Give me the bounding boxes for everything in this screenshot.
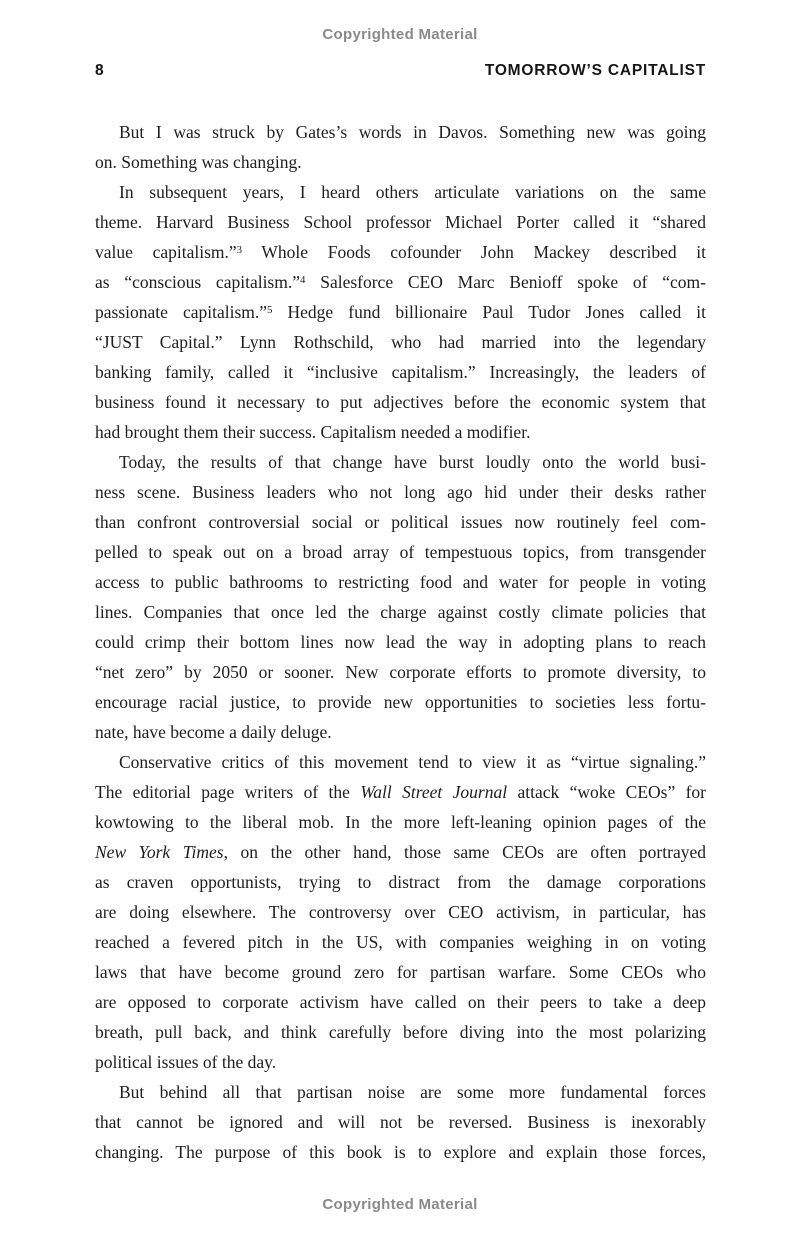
text-line	[95, 147, 706, 177]
text-line	[95, 657, 706, 687]
page-number: 8	[95, 62, 104, 79]
text-line	[95, 417, 706, 447]
text-segment: are doing elsewhere. The controversy over CEO activism, in particular, has	[95, 902, 706, 922]
text-segment: , on the other hand, those same CEOs are often portrayed	[223, 842, 706, 862]
text-segment: But I was struck by Gates’s words in Davos. Something new was going	[119, 122, 706, 142]
text-line	[95, 897, 706, 927]
text-line	[95, 357, 706, 387]
text-segment: In subsequent years, I heard others articulate variations on the same	[119, 182, 706, 202]
text-segment: The editorial page writers of the	[95, 782, 361, 802]
publication-name-italic: Wall Street Journal	[360, 782, 508, 802]
text-segment: that cannot be ignored and will not be reversed. Business is inexorably	[95, 1112, 706, 1132]
text-segment: could crimp their bottom lines now lead the way in adopting plans to reach	[95, 632, 706, 652]
text-segment: breath, pull back, and think carefully before diving into the most polarizing	[95, 1022, 706, 1042]
text-line	[95, 627, 706, 657]
text-segment: lines. Companies that once led the charge against costly climate policies that	[95, 602, 706, 622]
text-segment: passionate capitalism.”	[95, 302, 268, 322]
text-line	[95, 1047, 706, 1077]
text-segment: on. Something was changing.	[95, 152, 302, 172]
footnote-reference: 5	[267, 304, 273, 317]
footnote-reference: 3	[236, 244, 243, 257]
text-line	[95, 747, 706, 777]
text-segment: access to public bathrooms to restricting food and water for people in voting	[95, 572, 706, 592]
text-line	[95, 717, 706, 747]
text-line	[95, 267, 706, 297]
text-line	[95, 957, 706, 987]
text-segment: encourage racial justice, to provide new opportunities to societies less fortu-	[95, 692, 706, 712]
text-segment: business found it necessary to put adjectives before the economic system that	[95, 392, 706, 412]
text-segment: attack “woke CEOs” for	[507, 782, 707, 802]
text-segment: are opposed to corporate activism have called on their peers to take a deep	[95, 992, 706, 1012]
text-line	[95, 987, 706, 1017]
text-line	[95, 477, 706, 507]
text-segment: value capitalism.”	[95, 242, 237, 262]
running-header	[95, 62, 706, 80]
copyright-notice-bottom: Copyrighted Material	[322, 1196, 478, 1213]
text-line	[95, 837, 706, 867]
text-line	[95, 537, 706, 567]
footnote-reference: 4	[300, 274, 306, 287]
text-line	[95, 297, 706, 327]
text-segment: Conservative critics of this movement tend to view it as “virtue signaling.”	[119, 752, 706, 772]
text-segment: kowtowing to the liberal mob. In the more left-leaning opinion pages of the	[95, 812, 706, 832]
text-line	[95, 1107, 706, 1137]
text-segment: as “conscious capitalism.”	[95, 272, 300, 292]
text-line	[95, 207, 706, 237]
copyright-notice-top: Copyrighted Material	[322, 26, 478, 43]
text-segment: changing. The purpose of this book is to explore and explain those forces,	[95, 1142, 706, 1162]
text-line	[95, 507, 706, 537]
running-header-title: TOMORROW’S CAPITALIST	[484, 62, 706, 79]
text-line	[95, 327, 706, 357]
text-segment: “net zero” by 2050 or sooner. New corporate efforts to promote diversity, to	[95, 662, 706, 682]
page-body	[95, 117, 706, 1167]
text-segment: Today, the results of that change have burst loudly onto the world busi-	[119, 452, 706, 472]
text-segment: reached a fevered pitch in the US, with companies weighing in on voting	[95, 932, 706, 952]
text-line	[95, 117, 706, 147]
text-segment: had brought them their success. Capitalism needed a modifier.	[95, 422, 531, 442]
text-segment: “JUST Capital.” Lynn Rothschild, who had married into the legendary	[95, 332, 706, 352]
text-line	[95, 447, 706, 477]
text-segment: nate, have become a daily deluge.	[95, 722, 332, 742]
text-segment: political issues of the day.	[95, 1052, 277, 1072]
text-segment: Whole Foods cofounder John Mackey described it	[242, 242, 707, 262]
text-segment: pelled to speak out on a broad array of tempestuous topics, from transgender	[95, 542, 706, 562]
text-line	[95, 1077, 706, 1107]
text-line	[95, 687, 706, 717]
text-line	[95, 597, 706, 627]
text-segment: ness scene. Business leaders who not long ago hid under their desks rather	[95, 482, 706, 502]
text-line	[95, 387, 706, 417]
text-line	[95, 807, 706, 837]
text-segment: But behind all that partisan noise are some more fundamental forces	[119, 1082, 706, 1102]
text-line	[95, 177, 706, 207]
text-segment: than confront controversial social or political issues now routinely feel com-	[95, 512, 706, 532]
text-segment: theme. Harvard Business School professor Michael Porter called it “shared	[95, 212, 706, 232]
text-segment: Salesforce CEO Marc Benioff spoke of “com-	[305, 272, 706, 292]
publication-name-italic: New York Times	[95, 842, 224, 862]
text-line	[95, 1137, 706, 1167]
text-segment: as craven opportunists, trying to distract from the damage corporations	[95, 872, 706, 892]
text-line	[95, 567, 706, 597]
text-line	[95, 777, 706, 807]
text-segment: banking family, called it “inclusive capitalism.” Increasingly, the leaders of	[95, 362, 706, 382]
text-line	[95, 867, 706, 897]
text-segment: Hedge fund billionaire Paul Tudor Jones called it	[272, 302, 706, 322]
text-line	[95, 237, 706, 267]
text-segment: laws that have become ground zero for partisan warfare. Some CEOs who	[95, 962, 706, 982]
text-line	[95, 1017, 706, 1047]
text-line	[95, 927, 706, 957]
